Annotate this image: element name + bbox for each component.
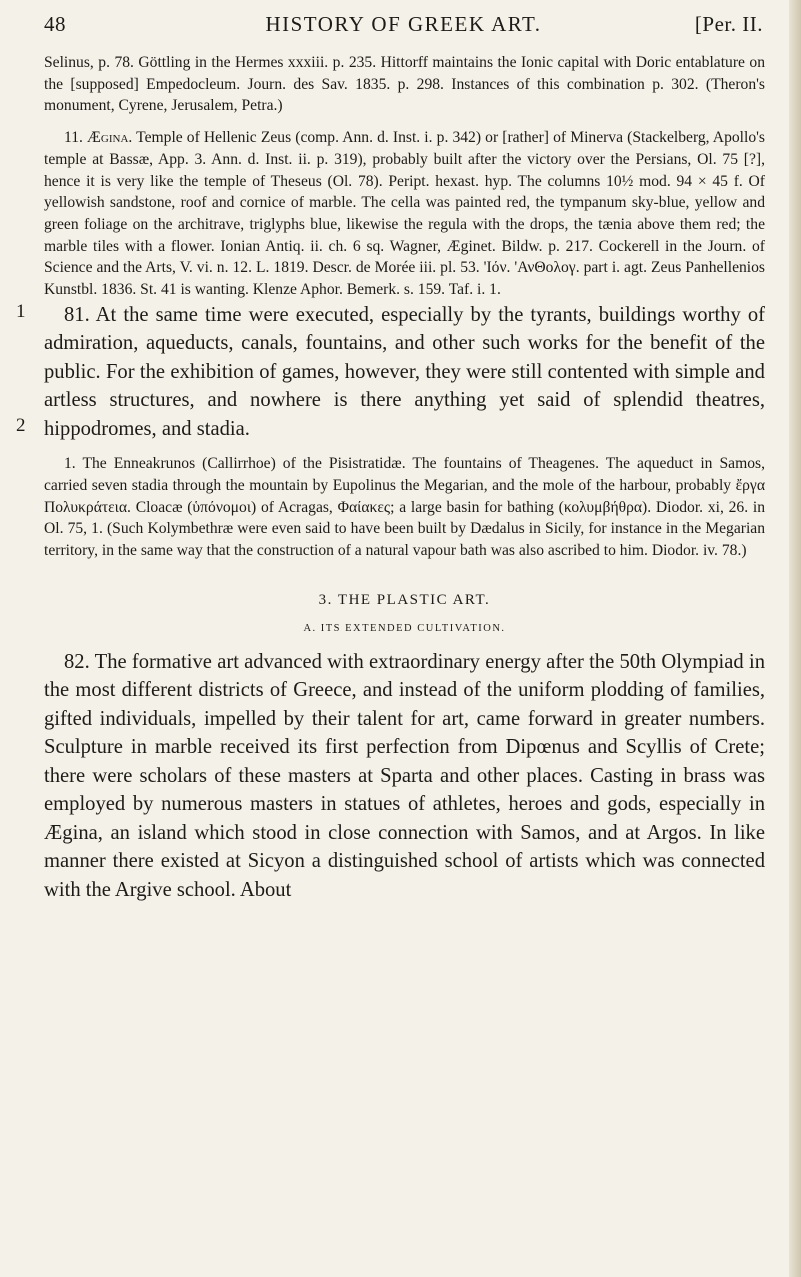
section-title: 3. THE PLASTIC ART. bbox=[318, 591, 491, 608]
note-continuation: Selinus, p. 78. Göttling in the Hermes xxxiii. p. 235. Hittorff maintains the Ionic capital with Doric entablature on the [supposed] Empedocleum. Journ. des Sav. 1835. p. 298. Instances of this combination p. 302. (Theron's monument, Cyrene, Jerusalem, Petra.) bbox=[44, 54, 765, 115]
note-11 bbox=[44, 127, 765, 301]
margin-number-2: 2 bbox=[16, 414, 26, 436]
running-header bbox=[44, 8, 763, 40]
margin-number-1: 1 bbox=[16, 300, 26, 322]
note-1: 1. The Enneakrunos (Callirrhoe) of the Pisistratidæ. The fountains of Theagenes. The aqueduct in Samos, carried seven stadia through the mountain by Eupolinus the Megarian, and the mole of the harbour, probably ἔργα Πολυκράτεια. Cloacæ (ὑπόνομοι) of Acragas, Φαίακες; a large basin for bathing (κολυμβήθρα). Diodor. xi, 26. in Ol. 75, 1. (Such Kolymbethræ were even said to have been built by Dædalus in Sicily, for instance in the Megarian territory, in the same way that the construction of a natural vapour bath was also ascribed to him. Diodor. iv. 78.) bbox=[44, 455, 765, 560]
section-82-text: 82. The formative art advanced with extraordinary energy after the 50th Olympiad in the most different districts of Greece, and instead of the uniform plodding of families, gifted individuals, impelled by their talent for art, came forward in greater numbers. Sculpture in marble received its first perfection from Dipœnus and Scyllis of Crete; there were scholars of these masters at Sparta and other places. Casting in brass was employed by numerous masters in statues of athletes, heroes and gods, especially in Ægina, an island which stood in close connection with Samos, and at Argos. In like manner there existed at Sicyon a distinguished school of artists which was connected with the Argive school. About bbox=[44, 650, 765, 901]
period-label: [Per. II. bbox=[694, 12, 763, 36]
section-81-part-1: 81. At the same time were executed, especially by the tyrants, buildings worthy of admiration, aqueducts, canals, fountains, and other such works for the benefit of the public. bbox=[44, 303, 765, 383]
note-11-text: Temple of Hellenic Zeus (comp. Ann. d. Inst. i. p. 342) or [rather] of Minerva (Stackelberg, Apollo's temple at Bassæ, App. 3. Ann. d. Inst. ii. p. 319), probably built after the victory over the Persians, Ol. 75 [?], hence it is very like the temple of Theseus (Ol. 78). Peript. hexast. hyp. The columns 10½ mod. 94 × 45 f. Of yellowish sandstone, roof and cornice of marble. The cella was painted red, the tympanum sky-blue, yellow and green foliage on the architrave, triglyphs blue, likewise the regula with the drops, the tænia above them red; the marble tiles with a flower. Ionian Antiq. ii. ch. 6 sq. Wagner, Æginet. Bildw. p. 217. Cockerell in the Journ. of Science and the Arts, V. vi. n. 12. L. 1819. Descr. de Morée iii. pl. 53. 'Ιόν. 'ΑνΘολογ. part i. agt. Zeus Panhellenios Kunstbl. 1836. St. 41 is wanting. Klenze Aphor. Bemerk. s. 159. Taf. i. 1. bbox=[44, 129, 765, 299]
page-body bbox=[16, 52, 765, 904]
page-number: 48 bbox=[44, 12, 66, 36]
note-11-heading: Ægina. bbox=[87, 129, 133, 147]
section-81-part-2: For the exhibition of games, however, they were still contented with simple and artless structures, and nowhere is there anything yet said of splendid theatres, hippodromes, and stadia. bbox=[44, 360, 765, 440]
section-81-text bbox=[44, 301, 765, 444]
section-81 bbox=[16, 300, 765, 444]
note-11-number: 11. bbox=[64, 129, 83, 147]
page-edge bbox=[789, 0, 801, 1277]
subsection-title: A. ITS EXTENDED CULTIVATION. bbox=[303, 622, 506, 634]
running-title: HISTORY OF GREEK ART. bbox=[265, 12, 542, 36]
